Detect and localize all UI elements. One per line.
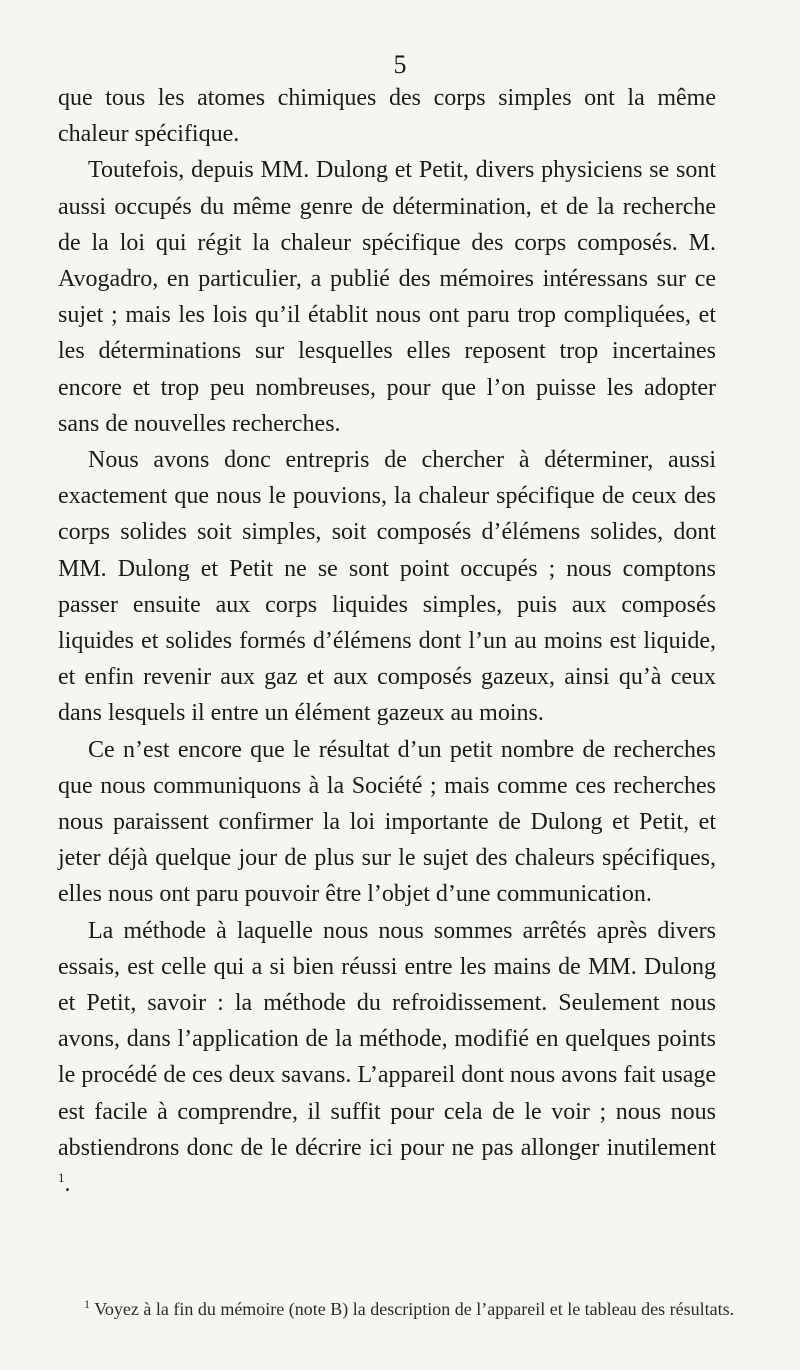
footnote-paragraph	[58, 1296, 738, 1322]
paragraph-1: que tous les atomes chimiques des corps simples ont la même chaleur spécifique.	[58, 85, 716, 148]
paragraph-3: Nous avons donc entrepris de chercher à déterminer, aussi exactement que nous le pouvions, la chaleur spécifique de ceux des corps solides soit simples, soit composés d’élémens solides, dont MM. Dulong et Petit ne se sont point occupés ; nous comptons passer ensuite aux corps liquides simples, puis aux composés liquides et solides formés d’élémens dont l’un au moins est liquide, et enfin revenir aux gaz et aux composés gazeux, ainsi qu’à ceux dans lesquels il entre un élément gazeux au moins.	[58, 447, 716, 727]
paragraph-5-end: .	[64, 1171, 71, 1198]
body-text	[58, 80, 716, 1202]
paragraph-5	[58, 913, 716, 1203]
footnote-mark: 1	[84, 1297, 90, 1311]
page-number: 5	[393, 50, 407, 79]
footnote-reference[interactable]: 1	[58, 1170, 65, 1186]
paragraph-5-text: La méthode à laquelle nous nous sommes arrêtés après divers essais, est celle qui a si bien réussi entre les mains de MM. Dulong et Petit, savoir : la méthode du refroidissement. Seulement nous avons, dans l’application de la méthode, modifié en quelques points le procédé de ces deux savans. L’appareil dont nous avons fait usage est facile à comprendre, il suffit pour cela de le voir ; nous nous abstiendrons donc de le décrire ici pour ne pas allonger inutilement	[58, 917, 716, 1161]
paragraph-4: Ce n’est encore que le résultat d’un petit nombre de recherches que nous communiquons à la Société ; mais comme ces recherches nous paraissent confirmer la loi importante de Dulong et Petit, et jeter déjà quelque jour de plus sur le sujet des chaleurs spécifiques, elles nous ont paru pouvoir être l’objet d’une communication.	[58, 736, 716, 908]
paragraph-2: Toutefois, depuis MM. Dulong et Petit, divers physiciens se sont aussi occupés du même genre de détermination, et de la recherche de la loi qui régit la chaleur spécifique des corps composés. M. Avogadro, en particulier, a publié des mémoires intéressans sur ce sujet ; mais les lois qu’il établit nous ont paru trop compliquées, et les déterminations sur lesquelles elles reposent trop incertaines encore et trop peu nombreuses, pour que l’on puisse les adopter sans de nouvelles recherches.	[58, 157, 716, 437]
footnote	[58, 1296, 738, 1322]
footnote-text: Voyez à la fin du mémoire (note B) la description de l’appareil et le tableau des résultats.	[94, 1299, 735, 1319]
